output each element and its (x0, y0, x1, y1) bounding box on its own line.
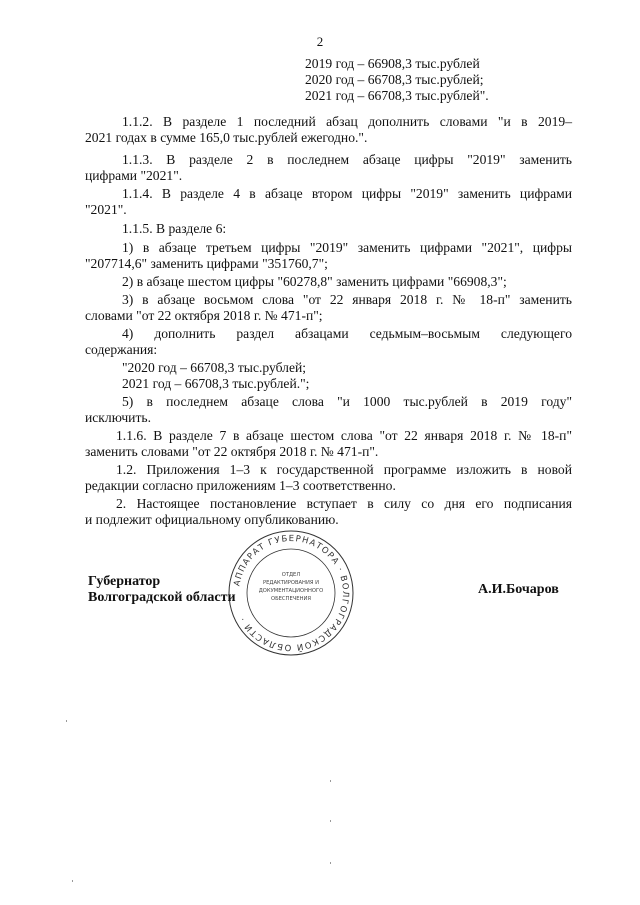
body-line-23: 2. Настоящее постановление вступает в силу со дня его подписания (116, 496, 572, 511)
svg-text:ОТДЕЛ: ОТДЕЛ (281, 572, 301, 578)
body-line-10: 2) в абзаце шестом цифры "60278,8" заменить цифрами "66908,3"; (122, 274, 507, 289)
svg-text:РЕДАКТИРОВАНИЯ И: РЕДАКТИРОВАНИЯ И (263, 580, 319, 586)
body-line-19: 1.1.6. В разделе 7 в абзаце шестом слова "от 22 января 2018 г. № 18-п" (116, 428, 572, 443)
year-line-2020: 2020 год – 66708,3 тыс.рублей; (305, 72, 484, 87)
body-line-15: "2020 год – 66708,3 тыс.рублей; (122, 360, 307, 375)
scan-speck (330, 862, 331, 864)
year-line-2019: 2019 год – 66908,3 тыс.рублей (305, 56, 480, 71)
body-line-22: редакции согласно приложениям 1–3 соответственно. (85, 478, 396, 493)
scan-speck (330, 780, 331, 782)
body-line-17: 5) в последнем абзаце слова "и 1000 тыс.рублей в 2019 году" (122, 394, 572, 409)
body-line-3: 1.1.3. В разделе 2 в последнем абзаце цифры "2019" заменить (122, 152, 572, 167)
body-line-4: цифрами "2021". (85, 168, 183, 183)
body-line-21: 1.2. Приложения 1–3 к государственной программе изложить в новой (116, 462, 572, 477)
body-line-12: словами "от 22 октября 2018 г. № 471-п"; (85, 308, 323, 323)
body-line-8: 1) в абзаце третьем цифры "2019" заменить цифрами "2021", цифры (122, 240, 572, 255)
year-line-2021: 2021 год – 66708,3 тыс.рублей". (305, 88, 489, 103)
signature-title-line2: Волгоградской области (88, 590, 236, 605)
signature-title-line1: Губернатор (88, 574, 161, 589)
body-line-6: "2021". (85, 202, 127, 217)
body-line-20: заменить словами "от 22 октября 2018 г. № 471-п". (85, 444, 379, 459)
scan-speck (66, 720, 67, 722)
scan-speck (330, 820, 331, 822)
body-line-13: 4) дополнить раздел абзацами седьмым–восьмым следующего (122, 326, 572, 341)
body-line-5: 1.1.4. В разделе 4 в абзаце втором цифры "2019" заменить цифрами (122, 186, 572, 201)
official-stamp (226, 528, 356, 658)
body-line-18: исключить. (85, 410, 151, 425)
body-line-9: "207714,6" заменить цифрами "351760,7"; (85, 256, 328, 271)
svg-text:ДОКУМЕНТАЦИОННОГО: ДОКУМЕНТАЦИОННОГО (258, 588, 324, 594)
body-line-14: содержания: (85, 342, 158, 357)
body-line-11: 3) в абзаце восьмом слова "от 22 января 2018 г. № 18-п" заменить (122, 292, 572, 307)
svg-text:АППАРАТ ГУБЕРНАТОРА · ВОЛГОГРА: АППАРАТ ГУБЕРНАТОРА · ВОЛГОГРАДСКОЙ ОБЛАСТИ · (232, 533, 351, 653)
body-line-2: 2021 годах в сумме 165,0 тыс.рублей ежегодно.". (85, 130, 368, 145)
body-line-16: 2021 год – 66708,3 тыс.рублей."; (122, 376, 310, 391)
body-line-1: 1.1.2. В разделе 1 последний абзац дополнить словами "и в 2019– (122, 114, 572, 129)
page-number: 2 (316, 34, 324, 49)
body-line-24: и подлежит официальному опубликованию. (85, 512, 339, 527)
body-line-7: 1.1.5. В разделе 6: (122, 221, 227, 236)
scan-speck (72, 880, 73, 882)
signature-name: А.И.Бочаров (478, 582, 559, 597)
svg-text:ОБЕСПЕЧЕНИЯ: ОБЕСПЕЧЕНИЯ (271, 596, 311, 602)
